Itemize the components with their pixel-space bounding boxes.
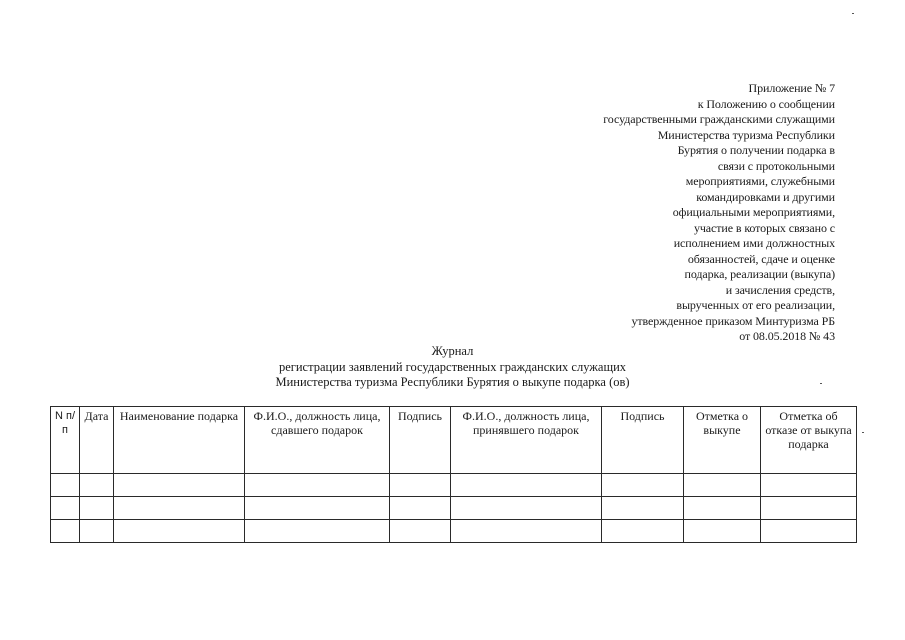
- header-receiver-name: Ф.И.О., должность лица, принявшего подарок: [451, 407, 602, 474]
- table-cell: [684, 520, 761, 543]
- table-cell: [602, 497, 684, 520]
- scan-speck: [862, 432, 864, 433]
- appendix-line: утвержденное приказом Минтуризма РБ: [631, 313, 835, 328]
- appendix-line: обязанностей, сдаче и оценке: [687, 251, 835, 266]
- journal-title-subtitle-2: Министерства туризма Республики Бурятия о выкупе подарка (ов): [275, 375, 630, 389]
- journal-title: [0, 344, 905, 391]
- appendix-line: от 08.05.2018 № 43: [739, 329, 835, 343]
- appendix-line: Бурятия о получении подарка в: [677, 143, 835, 157]
- appendix-reference: [535, 81, 835, 345]
- appendix-line: к Положению о сообщении: [697, 96, 835, 111]
- scan-speck: [820, 383, 822, 384]
- table-cell: [761, 497, 857, 520]
- table-cell: [761, 474, 857, 497]
- table-row: [51, 474, 857, 497]
- appendix-line: официальными мероприятиями,: [672, 205, 835, 219]
- table-cell: [602, 474, 684, 497]
- appendix-line: командировками и другими: [696, 189, 835, 204]
- table-cell: [451, 520, 602, 543]
- header-gift-name: Наименование подарка: [114, 407, 245, 474]
- header-date: Дата: [80, 407, 114, 474]
- journal-table: [50, 406, 857, 543]
- table-cell: [390, 474, 451, 497]
- appendix-line: участие в которых связано с: [693, 220, 835, 235]
- journal-title-word: Журнал: [431, 344, 474, 358]
- table-cell: [451, 474, 602, 497]
- table-cell: [51, 520, 80, 543]
- scan-speck: [852, 13, 854, 14]
- table-header-row: [51, 407, 857, 474]
- table-cell: [245, 497, 390, 520]
- table-cell: [80, 497, 114, 520]
- table-cell: [390, 497, 451, 520]
- journal-title-subtitle: регистрации заявлений государственных гражданских служащих: [278, 359, 627, 374]
- header-giver-name: Ф.И.О., должность лица, сдавшего подарок: [245, 407, 390, 474]
- table-cell: [245, 520, 390, 543]
- header-giver-signature: Подпись: [390, 407, 451, 474]
- table-cell: [761, 520, 857, 543]
- appendix-line: Министерства туризма Республики: [657, 127, 835, 142]
- header-refusal-mark: Отметка об отказе от выкупа подарка: [761, 407, 857, 474]
- appendix-line: Приложение № 7: [748, 81, 835, 95]
- table-cell: [451, 497, 602, 520]
- table-cell: [80, 520, 114, 543]
- table-cell: [51, 497, 80, 520]
- table-cell: [684, 474, 761, 497]
- table-cell: [245, 474, 390, 497]
- appendix-line: и зачисления средств,: [725, 282, 835, 297]
- table-row: [51, 497, 857, 520]
- appendix-line: подарка, реализации (выкупа): [684, 267, 835, 281]
- table-cell: [390, 520, 451, 543]
- table-row: [51, 520, 857, 543]
- appendix-line: связи с протокольными: [717, 158, 835, 173]
- appendix-line: государственными гражданскими служащими: [603, 112, 835, 126]
- header-purchase-mark: Отметка о выкупе: [684, 407, 761, 474]
- table-cell: [51, 474, 80, 497]
- table-cell: [80, 474, 114, 497]
- appendix-line: исполнением ими должностных: [673, 236, 835, 250]
- header-receiver-signature: Подпись: [602, 407, 684, 474]
- table-cell: [684, 497, 761, 520]
- appendix-line: вырученных от его реализации,: [676, 298, 835, 312]
- table-cell: [114, 497, 245, 520]
- table-cell: [114, 520, 245, 543]
- table-cell: [602, 520, 684, 543]
- appendix-line: мероприятиями, служебными: [685, 174, 835, 188]
- header-number: N п/п: [51, 407, 80, 474]
- table-cell: [114, 474, 245, 497]
